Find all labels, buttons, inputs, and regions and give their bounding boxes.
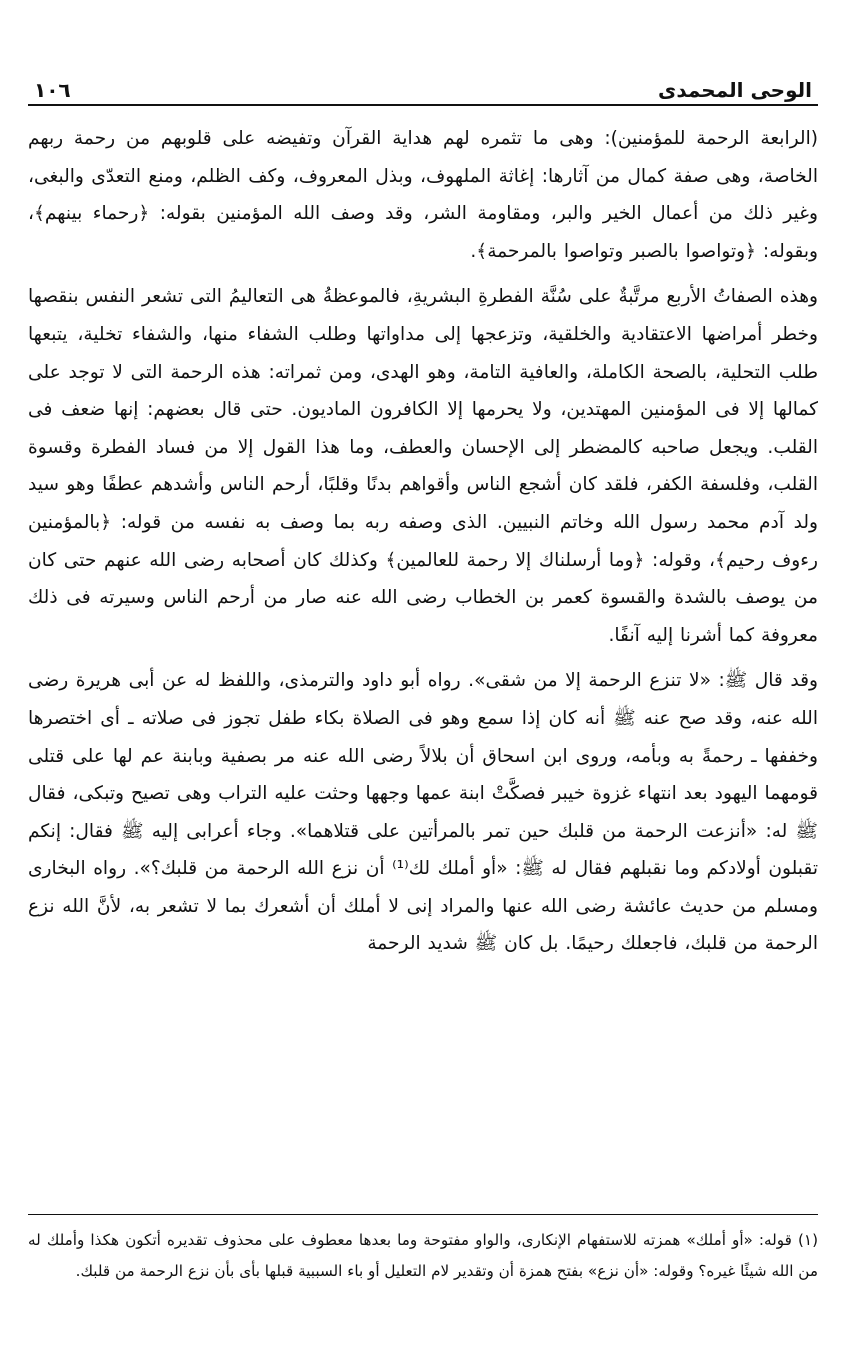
paragraph-hadith-mercy: وقد قال ﷺ: «لا تنزع الرحمة إلا من شقى». رواه أبو داود والترمذى، واللفظ له عن أبى هريرة رضى الله عنه، وقد صح عنه ﷺ أنه كان إذا سمع وهو فى الصلاة بكاء طفل تجوز فى صلاته ـ أى اختصرها وخففها ـ رحمةً به وبأمه، وروى ابن اسحاق أن بلالاً رضى الله عنه مر بصفية وبابنة عم لها على قتلى قومهما اليهود بعد انتهاء غزوة خيبر فصكَّتْ ابنة عمها وجهها وحثت عليه التراب وهى تصيح وتبكى، فقال ﷺ له: «أنزعت الرحمة من قلبك حين تمر بالمرأتين على قتلاهما». وجاء أعرابى إليه ﷺ فقال: إنكم تقبلون أولادكم وما نقبلهم فقال له ﷺ: «أو أملك لك⁽¹⁾ أن نزع الله الرحمة من قلبك؟». رواه البخارى ومسلم من حديث عائشة رضى الله عنها والمراد إنى لا أملك أن أشعرك بما لا تشعر به، لأنَّ الله نزع الرحمة من قلبك، فاجعلك رحيمًا. بل كان ﷺ شديد الرحمة [28,670,818,955]
page-number: ١٠٦ [34,78,71,102]
running-title: الوحى المحمدى [658,78,812,102]
running-header [28,68,818,106]
paragraph-fourth-quality: (الرابعة الرحمة للمؤمنين): وهى ما تثمره لهم هداية القرآن وتفيضه على قلوبهم من رحمة ربهم الخاصة، وهى صفة كمال من آثارها: إغاثة الملهوف، وبذل المعروف، وكف الظلم، ومنع التعدّى والبغى، وغير ذلك من أعمال الخير والبر، ومقاومة الشر، وقد وصف الله المؤمنين بقوله: ﴿رحماء بينهم﴾، وبقوله: ﴿وتواصوا بالصبر وتواصوا بالمرحمة﴾. [28,128,818,262]
book-page [28,68,818,1338]
body-text [28,120,818,963]
footnote-divider [28,1214,818,1215]
footnotes [28,1225,818,1286]
footnote-1: (١) قوله: «أو أملك» همزته للاستفهام الإنكارى، والواو مفتوحة وما بعدها معطوف على محذوف تقديره أتكون هكذا وأملك له من الله شيئًا غيره؟ وقوله: «أن نزع» بفتح همزة أن وتقدير لام التعليل أو باء السببية قبلها بأى بأن نزع الرحمة من قلبك. [28,1231,818,1280]
paragraph-four-qualities: وهذه الصفاتُ الأربع مرتَّبةٌ على سُنَّة الفطرةِ البشريةِ، فالموعظةُ هى التعاليمُ التى تشعر النفس بنقصها وخطر أمراضها الاعتقادية والخلقية، وتزعجها إلى مداواتها وطلب الشفاء منها، والشفاء تخلية، يتبعها طلب التحلية، بالصحة الكاملة، والعافية التامة، وهو الهدى، ومن ثمراته: هذه الرحمة التى لا توجد على كمالها إلا فى المؤمنين المهتدين، ولا يحرمها إلا الكافرون الماديون. حتى قال بعضهم: إنها ضعف فى القلب. ويجعل صاحبه كالمضطر إلى الإحسان والعطف، وما هذا القول إلا من فساد الفطرة وقسوة القلب، وفلسفة الكفر، فلقد كان أشجع الناس وأقواهم بدنًا وقلبًا، أرحم الناس وأشدهم عطفًا وهو سيد ولد آدم محمد رسول الله وخاتم النبيين. الذى وصفه ربه بما وصف به نفسه من قوله: ﴿بالمؤمنين رءوف رحيم﴾، وقوله: ﴿وما أرسلناك إلا رحمة للعالمين﴾ وكذلك كان أصحابه رضى الله عنهم حتى كان من يوصف بالشدة والقسوة كعمر بن الخطاب رضى الله عنه صار من أرحم الناس وسيرته فى ذلك معروفة كما أشرنا إليه آنفًا. [28,286,818,646]
